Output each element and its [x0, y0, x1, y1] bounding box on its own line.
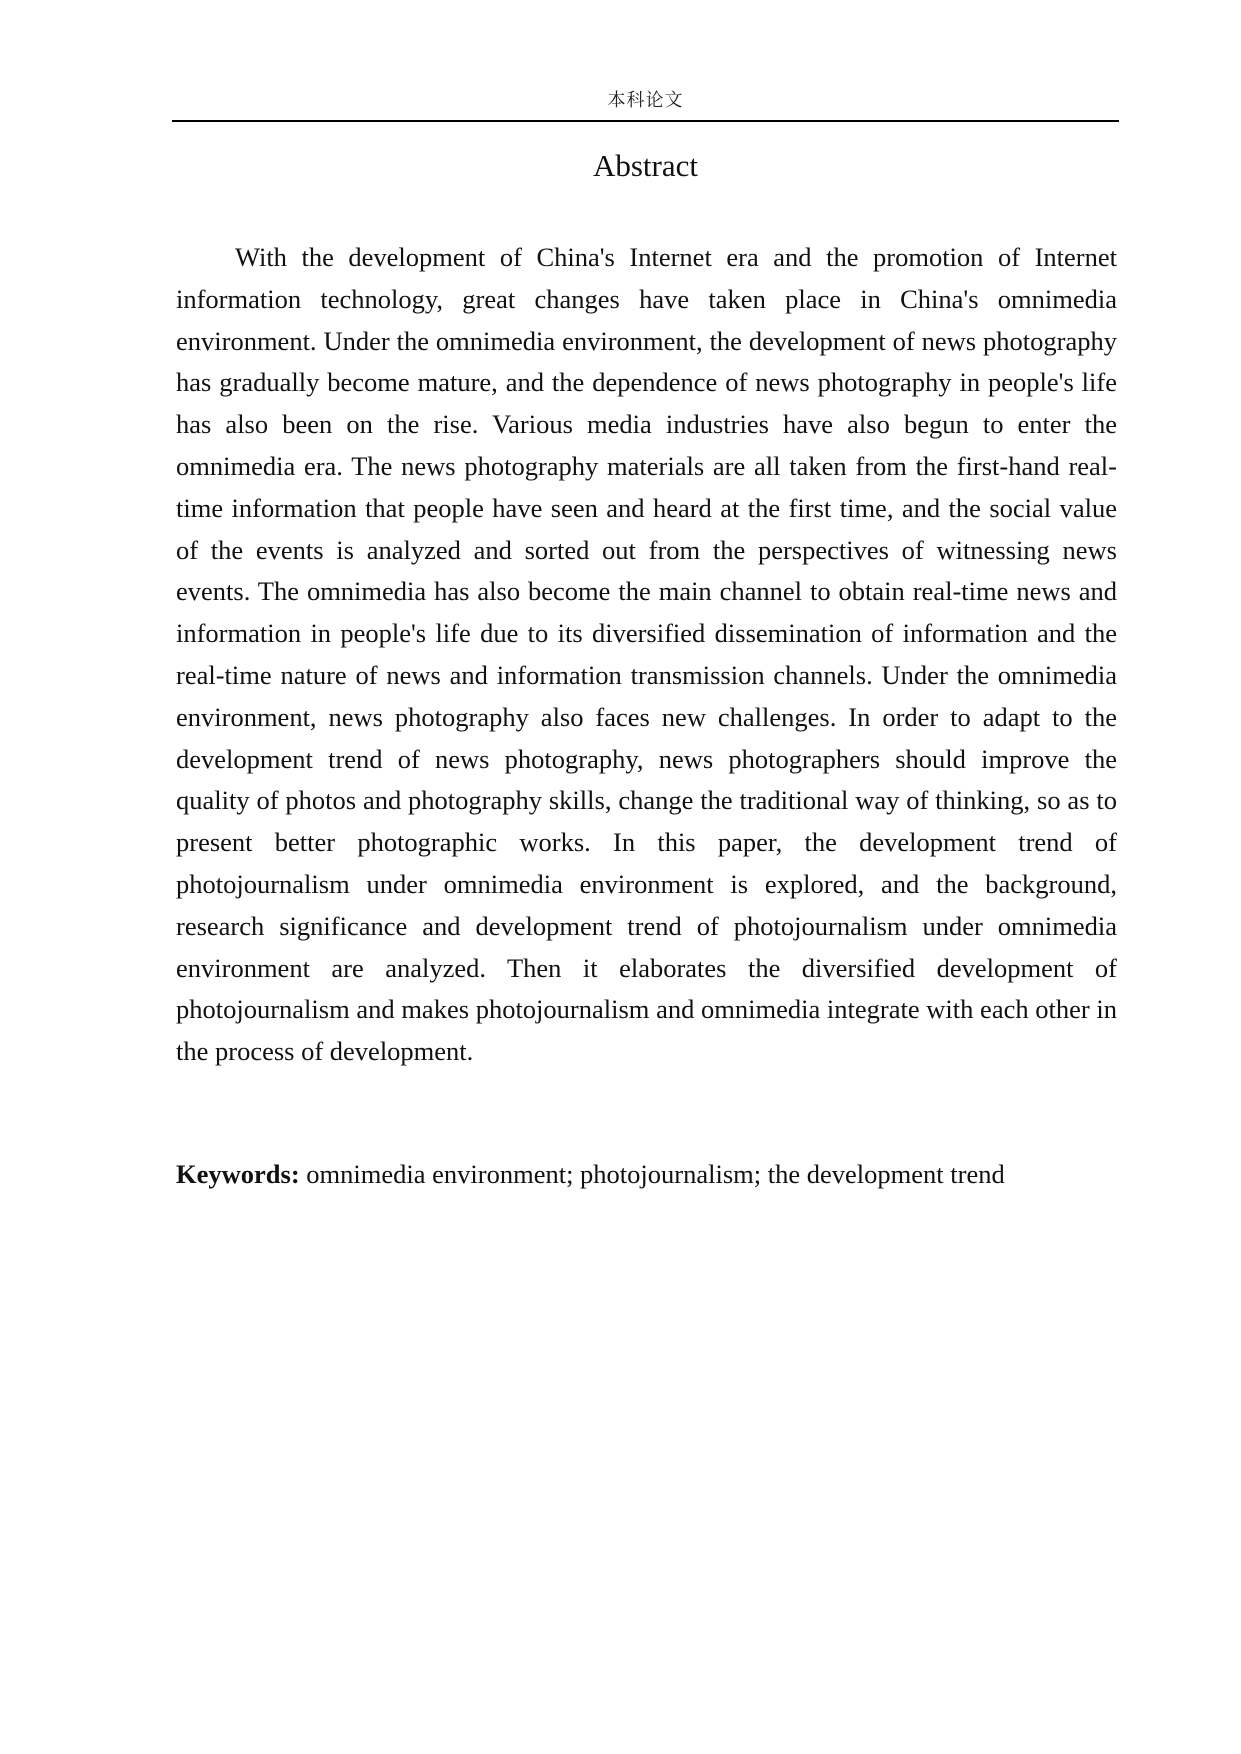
- keywords-line: [176, 1154, 1117, 1196]
- keywords-label: Keywords:: [176, 1159, 300, 1189]
- header-divider: [172, 120, 1119, 122]
- keywords-text: omnimedia environment; photojournalism; the development trend: [306, 1159, 1005, 1189]
- page-title: Abstract: [592, 148, 699, 183]
- abstract-paragraph: With the development of China's Internet era and the promotion of Internet information technology, great changes have taken place in China's omnimedia environment. Under the omnimedia environment, the development of news photography has gradually become mature, and the dependence of news photography in people's life has also been on the rise. Various media industries have also begun to enter the omnimedia era. The news photography materials are all taken from the first-hand real-time information that people have seen and heard at the first time, and the social value of the events is analyzed and sorted out from the perspectives of witnessing news events. The omnimedia has also become the main channel to obtain real-time news and information in people's life due to its diversified dissemination of information and the real-time nature of news and information transmission channels. Under the omnimedia environment, news photography also faces new challenges. In order to adapt to the development trend of news photography, news photographers should improve the quality of photos and photography skills, change the traditional way of thinking, so as to present better photographic works. In this paper, the development trend of photojournalism under omnimedia environment is explored, and the background, research significance and development trend of photojournalism under omnimedia environment are analyzed. Then it elaborates the diversified development of photojournalism and makes photojournalism and omnimedia integrate with each other in the process of development.: [176, 242, 1117, 1067]
- running-header: 本科论文: [607, 90, 684, 111]
